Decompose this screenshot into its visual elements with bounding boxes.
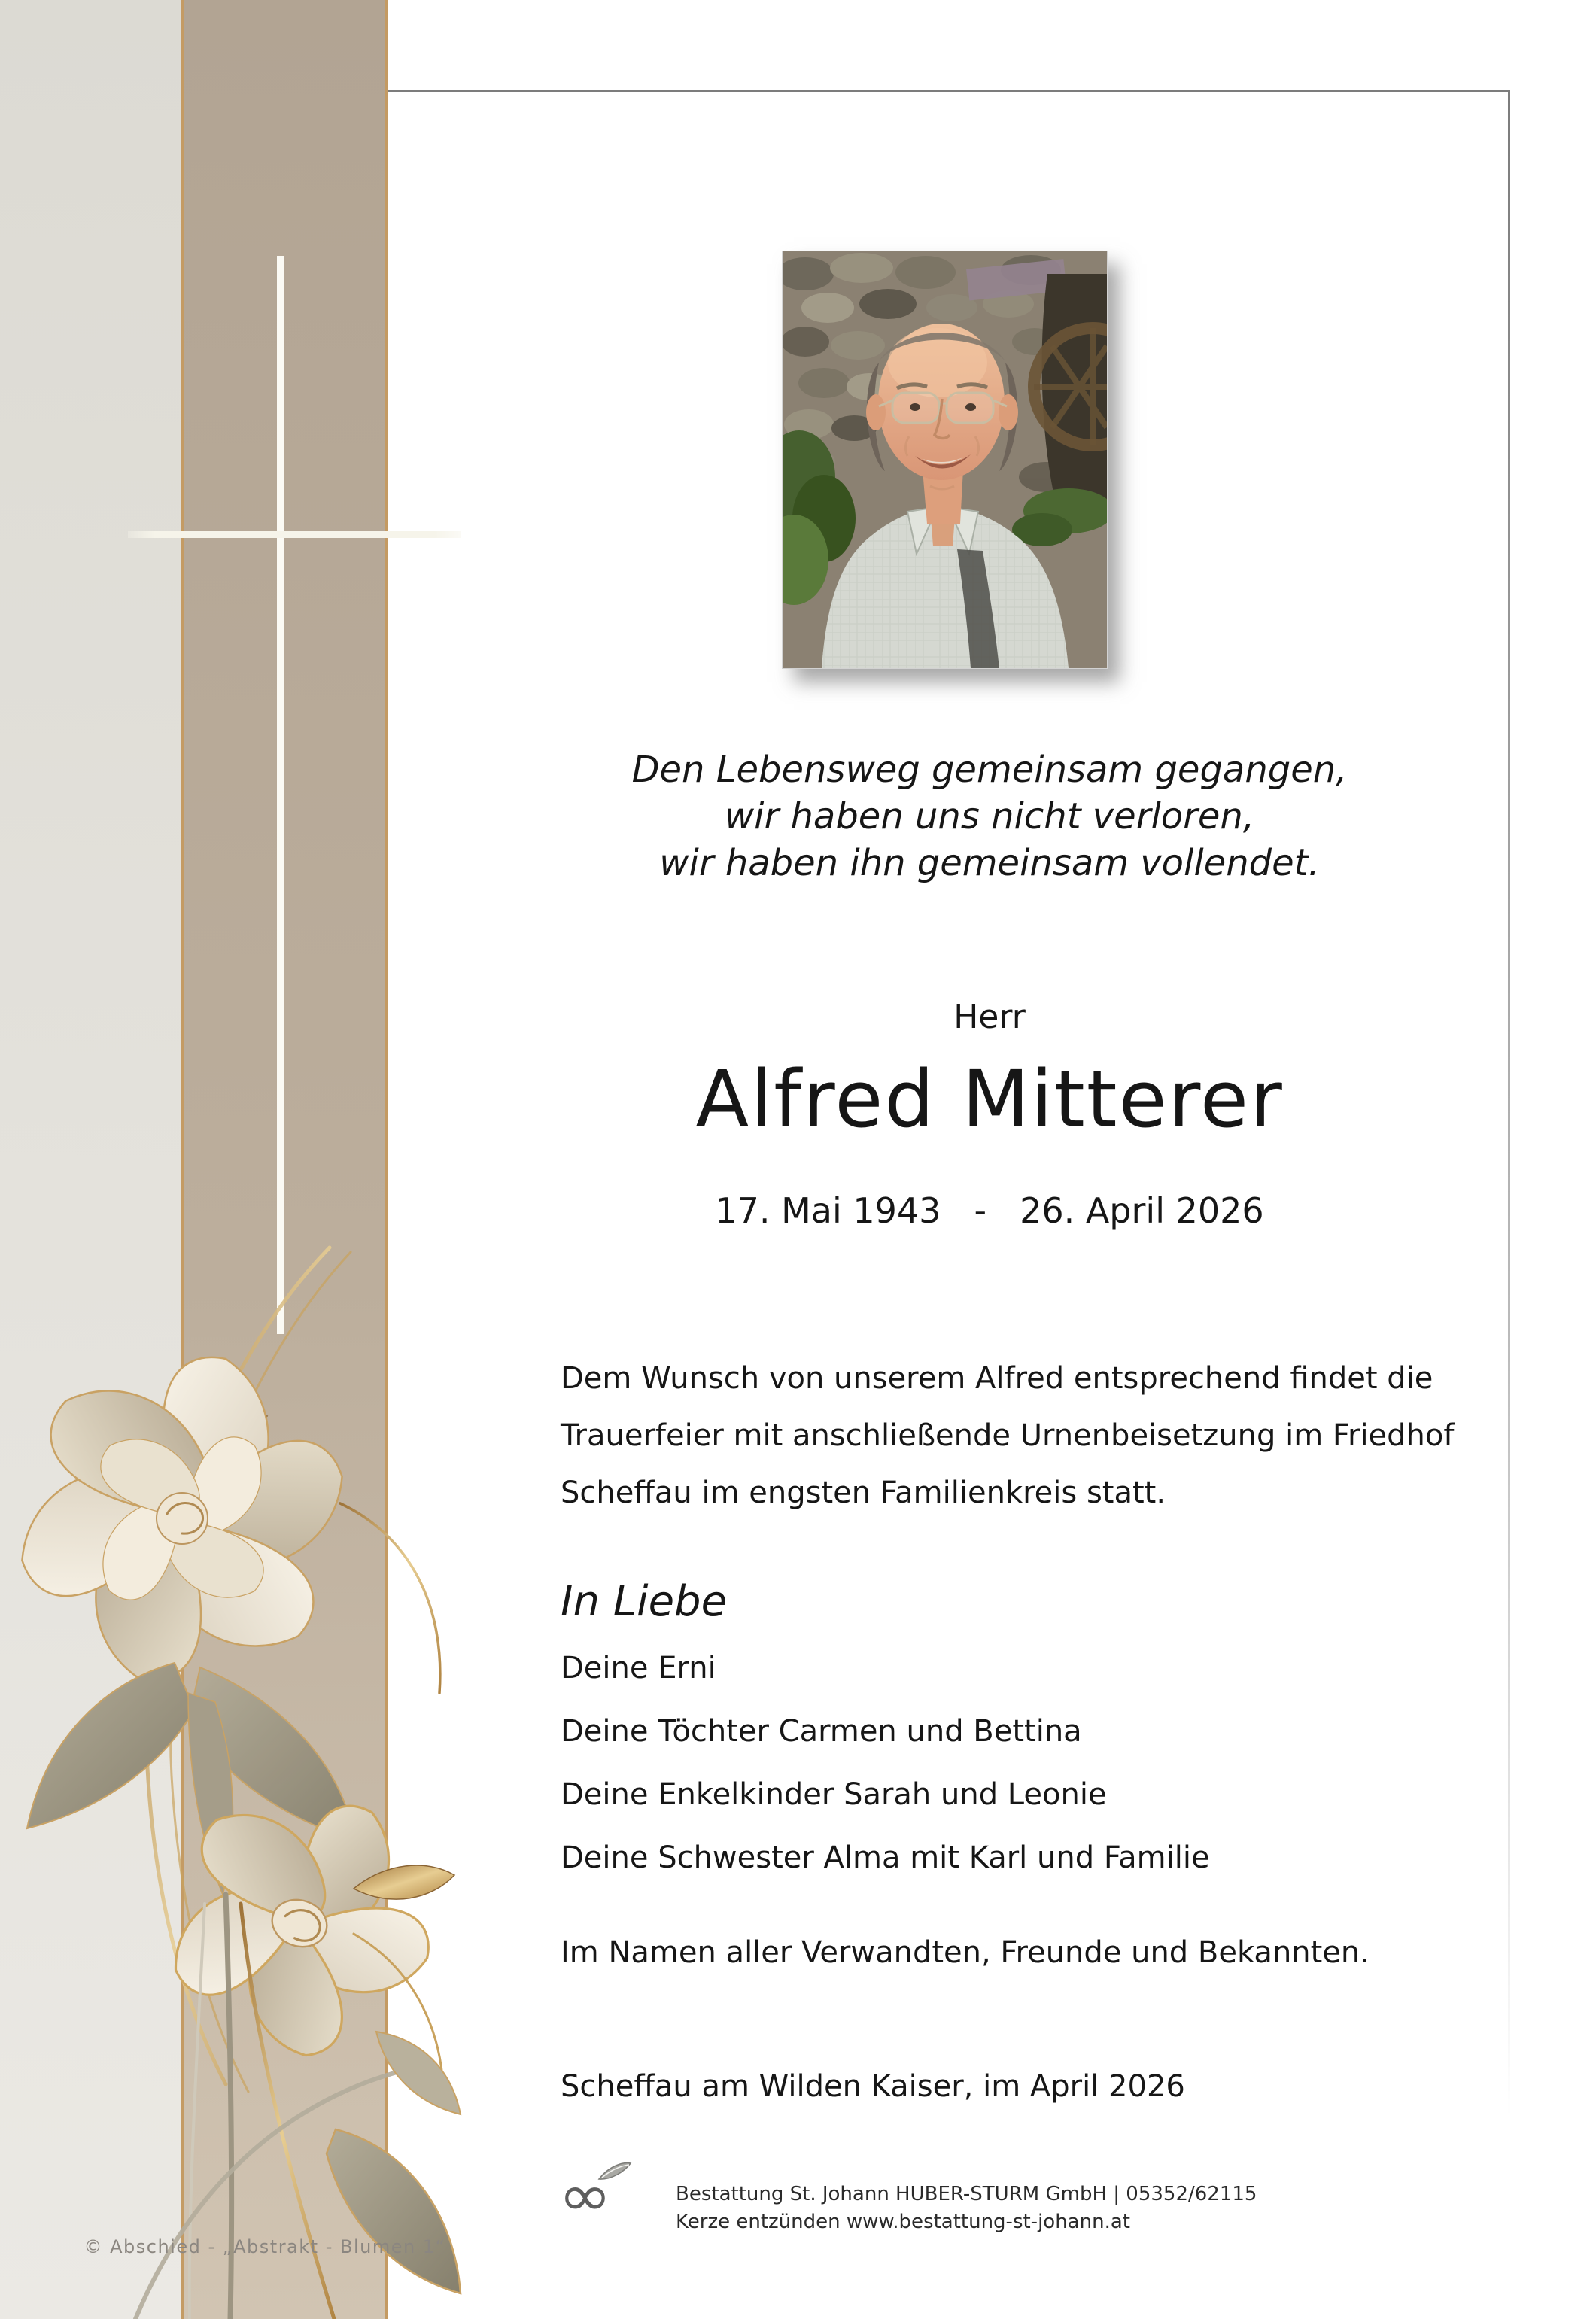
verse-line: wir haben ihn gemeinsam vollendet.	[659, 842, 1320, 884]
mourner-line: Deine Töchter Carmen und Bettina	[561, 1714, 1082, 1749]
content-frame-top-border	[388, 90, 1510, 92]
mourner-line: Deine Schwester Alma mit Karl und Familie	[561, 1840, 1210, 1875]
portrait-illustration	[783, 251, 1107, 668]
date-separator: -	[974, 1190, 987, 1231]
funeral-announcement	[561, 1350, 1454, 1521]
place-date-line: Scheffau am Wilden Kaiser, im April 2026	[561, 2069, 1185, 2104]
closing-heading: In Liebe	[561, 1577, 728, 1626]
cross-vertical-line	[277, 256, 284, 1334]
memorial-verse	[561, 746, 1418, 886]
mourners-list	[561, 1649, 1210, 1877]
deceased-name: Alfred Mitterer	[695, 1053, 1284, 1145]
announcement-line: Dem Wunsch von unserem Alfred entsprechend findet die	[561, 1361, 1433, 1396]
salutation: Herr	[953, 998, 1026, 1036]
in-name-of-line: Im Namen aller Verwandten, Freunde und Bekannten.	[561, 1935, 1370, 1970]
life-dates	[561, 1190, 1418, 1231]
birth-date: 17. Mai 1943	[715, 1190, 941, 1231]
feather-icon	[597, 2161, 632, 2182]
funeral-home-logo	[558, 2162, 671, 2229]
portrait-photo	[782, 251, 1108, 669]
verse-line: Den Lebensweg gemeinsam gegangen,	[631, 749, 1348, 791]
announcement-line: Trauerfeier mit anschließende Urnenbeisetzung im Friedhof	[561, 1418, 1455, 1453]
artwork-credit: © Abschied - „Abstrakt - Blumen 1“	[84, 2236, 446, 2257]
infinity-icon: ∞	[558, 2162, 612, 2229]
content-frame-right-border	[1508, 90, 1510, 2181]
candle-website-line: Kerze entzünden www.bestattung-st-johann.at	[676, 2211, 1130, 2233]
announcement-line: Scheffau im engsten Familienkreis statt.	[561, 1476, 1166, 1510]
death-date: 26. April 2026	[1020, 1190, 1264, 1231]
roses-artwork	[0, 1242, 467, 2319]
verse-line: wir haben uns nicht verloren,	[724, 795, 1255, 837]
mourner-line: Deine Erni	[561, 1651, 716, 1685]
cross-horizontal-line	[128, 531, 461, 538]
funeral-home-info	[676, 2181, 1257, 2236]
mourner-line: Deine Enkelkinder Sarah und Leonie	[561, 1777, 1107, 1812]
funeral-home-line: Bestattung St. Johann HUBER-STURM GmbH | 05352/62115	[676, 2183, 1257, 2205]
